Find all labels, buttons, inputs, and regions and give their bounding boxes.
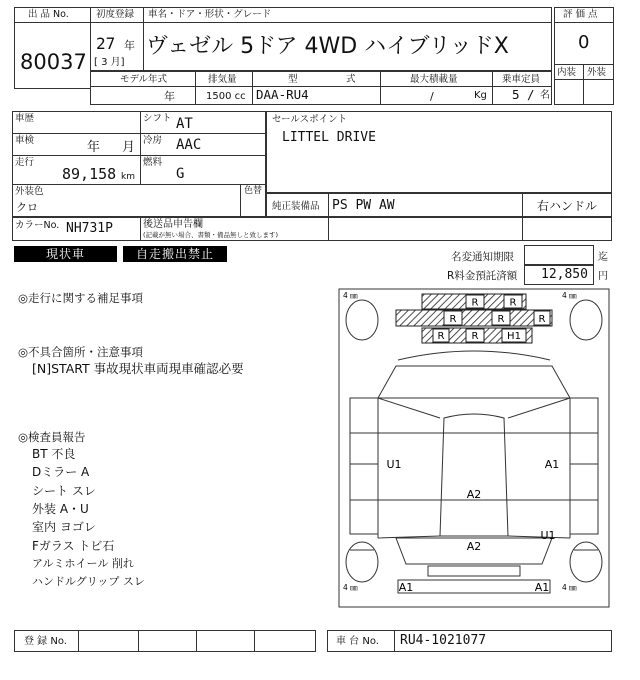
rear-bumper-small-box [428, 566, 520, 576]
fuel-value: G [176, 166, 185, 182]
svg-text:R: R [449, 314, 457, 325]
svg-text:R: R [509, 297, 517, 309]
max-load: / [430, 90, 434, 103]
inspector-header: ◎検査員報告 [18, 430, 86, 444]
type-label-1: 型 [288, 74, 298, 85]
inspection-month: 月 [122, 140, 136, 155]
fuel-label: 燃料 [143, 157, 163, 168]
recycle-unit: 円 [598, 271, 608, 282]
model-year-label: モデル年式 [120, 74, 168, 85]
inspector-item: ハンドルグリップ スレ [32, 575, 145, 588]
displacement-label: 排気量 [208, 74, 237, 85]
recycle-label: R料金預託済額 [447, 270, 518, 282]
inspector-item: Dミラー A [32, 465, 90, 479]
current-condition-badge: 現状車 [14, 246, 117, 262]
driving-notes-header: ◎走行に関する補足事項 [18, 291, 144, 305]
front-bumper-outline [398, 351, 550, 360]
year-unit: 年 [124, 39, 135, 52]
tire-rear-left [346, 542, 378, 582]
steering-value: 右ハンドル [537, 199, 598, 213]
inspection-year: 年 [87, 140, 101, 155]
inspector-item: 外装 A・U [32, 502, 89, 516]
first-reg-label: 初度登録 [96, 9, 135, 20]
inspector-item: アルミホイール 削れ [32, 557, 134, 570]
aircon-label: 冷房 [143, 135, 163, 146]
capacity-label: 乗車定員 [502, 74, 541, 85]
svg-text:H1: H1 [507, 331, 521, 342]
tire-front-right [570, 300, 602, 340]
tire-front-left [346, 300, 378, 340]
chassis-no: RU4-1021077 [400, 633, 487, 648]
exterior-grade-label: 外装 [587, 67, 607, 78]
svg-text:R: R [471, 331, 479, 342]
tire-depth-label: 4 ㎜ [343, 583, 358, 592]
title-deadline-box [524, 245, 594, 265]
svg-text:R: R [437, 331, 445, 342]
model-year-unit: 年 [164, 90, 175, 103]
windshield-glass [422, 294, 526, 309]
displacement: 1500 cc [206, 91, 246, 102]
svg-text:R: R [497, 314, 505, 325]
interior-grade-label: 内装 [557, 67, 577, 78]
damage-mark-left-door: U1 [386, 458, 402, 471]
capacity-unit: 名 [540, 90, 550, 101]
aircon-value: AAC [176, 137, 202, 153]
shift-value: AT [176, 116, 193, 132]
svg-text:R: R [471, 297, 479, 309]
lot-number-label: 出 品 No. [28, 9, 69, 20]
tire-depth-label: 4 ㎜ [343, 291, 358, 300]
mileage-unit: km [121, 172, 135, 182]
tire-rear-right [570, 542, 602, 582]
tire-depth-label: 4 ㎜ [562, 583, 577, 592]
postdoc-note: (記載が無い場合、書類・備品無しと致します) [143, 231, 279, 239]
sales-point-label: セールスポイント [272, 114, 348, 125]
shift-label: シフト [143, 113, 172, 124]
no-self-drive-badge: 自走搬出禁止 [123, 246, 227, 262]
first-reg-month: [ 3 月] [94, 57, 125, 68]
rear-glass [422, 328, 532, 343]
color-no-label: カラーNo. [15, 220, 60, 231]
title-deadline-label: 名変通知期限 [451, 251, 514, 263]
damage-mark-bumper-right: A1 [534, 581, 550, 594]
equipment-value: PS PW AW [332, 198, 395, 213]
mileage-value: 89,158 [62, 165, 117, 183]
tire-depth-label: 4 ㎜ [562, 291, 577, 300]
lot-number: 80037 [20, 50, 87, 74]
inspection-label: 車検 [15, 135, 35, 146]
ext-color-value: クロ [16, 201, 38, 214]
damage-mark-right-rear: U1 [540, 529, 556, 542]
inspector-item: Fガラス トビ石 [32, 539, 115, 553]
title-deadline-unit: 迄 [598, 252, 608, 263]
inspector-item: シート スレ [32, 484, 96, 498]
ext-color-label: 外装色 [15, 186, 44, 197]
grade-value: 0 [578, 32, 590, 53]
damage-mark-right-door: A1 [544, 458, 560, 471]
first-reg-year: 27 [96, 34, 116, 53]
sales-point-value: LITTEL DRIVE [282, 130, 376, 145]
car-name-label: 車名・ドア・形状・グレード [148, 9, 272, 20]
detail-box [12, 111, 266, 217]
chassis-no-label: 車 台 No. [336, 636, 379, 647]
defects-text: [N]START 事故現状車両現車確認必要 [32, 361, 244, 376]
car-name: ヴェゼル 5ドア 4WD ハイブリッドX [146, 34, 509, 59]
recycle-fee: 12,850 [541, 267, 588, 282]
max-load-unit: Kg [474, 90, 487, 101]
damage-mark-roof: A2 [466, 488, 482, 501]
color-no-value: NH731P [66, 221, 113, 236]
color-change-label: 色替 [244, 186, 263, 196]
model-code: DAA-RU4 [256, 87, 309, 102]
max-load-label: 最大積載量 [410, 74, 458, 85]
type-label-2: 式 [346, 74, 356, 85]
svg-text:R: R [538, 314, 546, 325]
inspector-item: 室内 ヨゴレ [32, 520, 96, 534]
postdoc-label: 後送品申告欄 [143, 219, 203, 230]
reg-no-label: 登 録 No. [24, 636, 67, 647]
car-damage-diagram [338, 288, 610, 608]
damage-mark-bumper-left: A1 [398, 581, 414, 594]
rear-bumper-outline [398, 580, 550, 593]
history-label: 車歴 [15, 113, 35, 124]
inspector-item: BT 不良 [32, 447, 76, 461]
side-glass [396, 310, 552, 326]
damage-mark-rear: A2 [466, 540, 482, 553]
equipment-label: 純正装備品 [272, 201, 320, 212]
defects-header: ◎不具合箇所・注意事項 [18, 345, 144, 359]
mileage-label: 走行 [15, 157, 35, 168]
grade-label: 評 価 点 [563, 9, 598, 20]
capacity: 5 / [512, 87, 535, 102]
